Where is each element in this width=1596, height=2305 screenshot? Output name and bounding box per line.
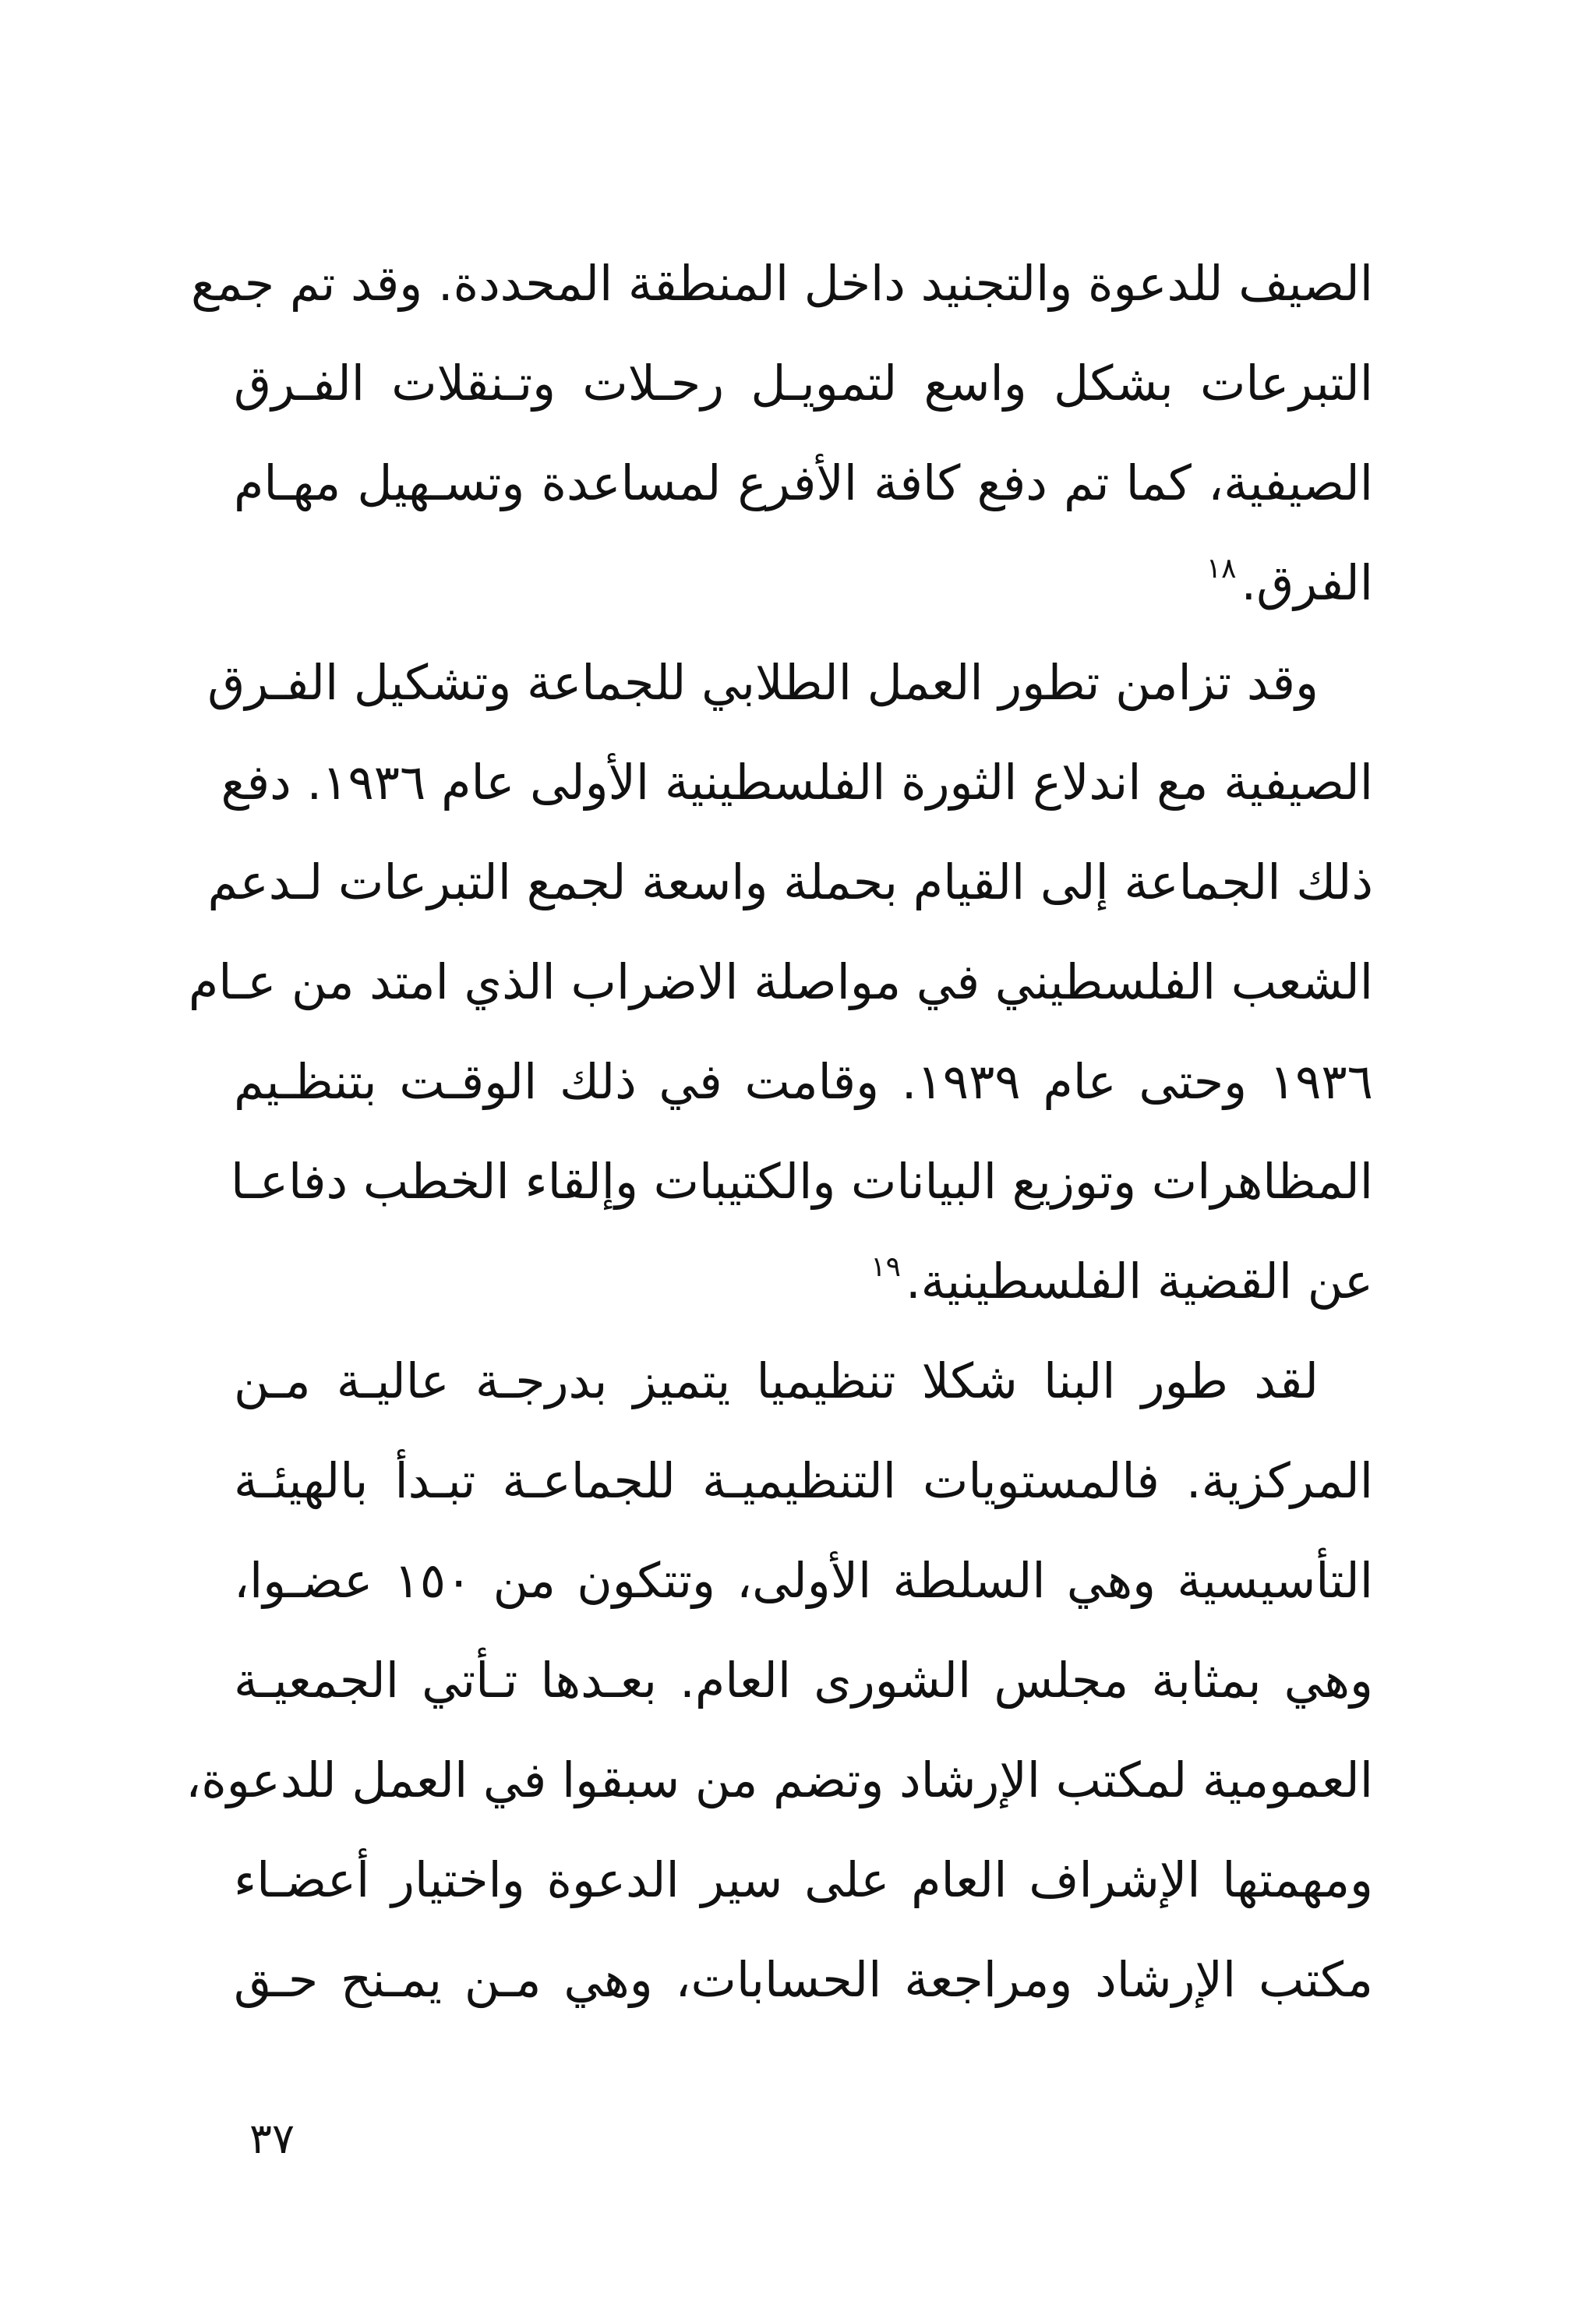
text-line: المظاهرات وتوزيع البيانات والكتيبات وإلقاء الخطب دفاعـا xyxy=(230,1153,1373,1210)
line-text: عن القضية الفلسطينية. xyxy=(905,1253,1373,1310)
text-line xyxy=(234,533,1373,633)
text-line: لقد طور البنا شكلا تنظيميا يتميز بدرجـة عاليـة مـن xyxy=(234,1352,1319,1409)
footnote-reference: ١٨ xyxy=(1206,553,1237,585)
text-line: الصيفية، كما تم دفع كافة الأفرع لمساعدة وتسـهيل مهـام xyxy=(234,454,1373,511)
paragraph-3 xyxy=(185,1331,1373,2030)
text-line: ١٩٣٦ وحتى عام ١٩٣٩. وقامت في ذلك الوقـت بتنظـيم xyxy=(234,1053,1373,1110)
line-text: الفرق. xyxy=(1241,554,1373,611)
text-line: العمومية لمكتب الإرشاد وتضم من سبقوا في العمل للدعوة، xyxy=(185,1752,1373,1808)
text-line: التبرعات بشكل واسع لتمويـل رحـلات وتـنقلات الفـرق xyxy=(234,355,1373,412)
text-line: التأسيسية وهي السلطة الأولى، وتتكون من ١٥٠ عضـوا، xyxy=(234,1552,1373,1609)
page-number: ٣٧ xyxy=(249,2114,295,2163)
body-text xyxy=(185,234,1373,2030)
text-line: وهي بمثابة مجلس الشورى العام. بعـدها تـأتي الجمعيـة xyxy=(234,1652,1373,1709)
text-line: ومهمتها الإشراف العام على سير الدعوة واختيار أعضـاء xyxy=(234,1851,1373,1908)
text-line: مكتب الإرشاد ومراجعة الحسابات، وهي مـن يمـنح حـق xyxy=(234,1951,1373,2008)
text-line xyxy=(234,1232,1373,1331)
paragraph-1 xyxy=(190,234,1373,633)
footnote-reference: ١٩ xyxy=(870,1251,901,1283)
text-line: وقد تزامن تطور العمل الطلابي للجماعة وتشكيل الفـرق xyxy=(207,654,1319,711)
text-line: المركزية. فالمستويات التنظيميـة للجماعـة تبـدأ بالهيئـة xyxy=(234,1452,1373,1509)
text-line: الشعب الفلسطيني في مواصلة الاضراب الذي امتد من عـام xyxy=(188,953,1373,1010)
paragraph-2 xyxy=(188,633,1373,1331)
text-line: ذلك الجماعة إلى القيام بحملة واسعة لجمع التبرعات لـدعم xyxy=(207,854,1373,910)
text-line: الصيفية مع اندلاع الثورة الفلسطينية الأولى عام ١٩٣٦. دفع xyxy=(221,754,1373,811)
text-line: الصيف للدعوة والتجنيد داخل المنطقة المحددة. وقد تم جمع xyxy=(190,255,1373,312)
